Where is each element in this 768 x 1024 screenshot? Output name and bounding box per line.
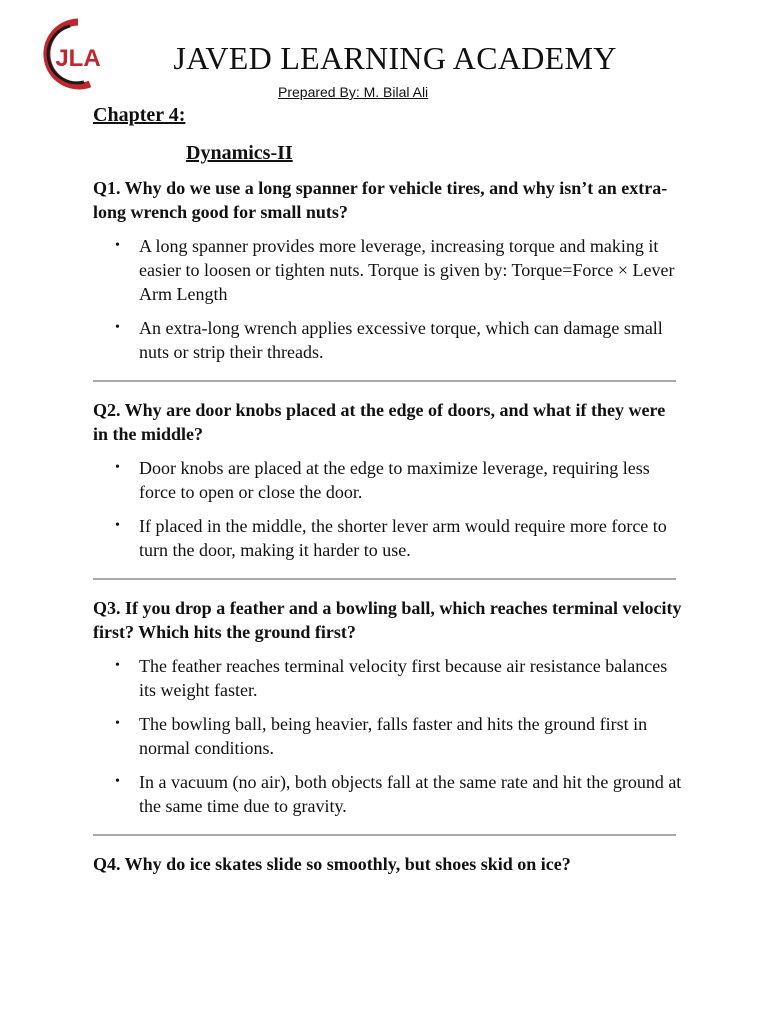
answer-item	[115, 514, 683, 562]
bullet-icon: •	[115, 658, 120, 673]
answer-item	[115, 316, 683, 364]
chapter-label: Chapter 4:	[93, 104, 186, 126]
section-divider	[93, 380, 676, 382]
answer-text: An extra-long wrench applies excessive torque, which can damage small nuts or strip their threads.	[139, 318, 663, 362]
answer-text: A long spanner provides more leverage, increasing torque and making it easier to loosen or tighten nuts. Torque is given by: Torque=Force × Lever Arm Length	[139, 236, 675, 304]
answer-text: In a vacuum (no air), both objects fall at the same rate and hit the ground at the same time due to gravity.	[139, 772, 682, 816]
logo-text: JLA	[55, 45, 101, 72]
bullet-icon: •	[115, 518, 120, 533]
section-divider	[93, 834, 676, 836]
page-title: JAVED LEARNING ACADEMY	[173, 40, 617, 76]
question-3: Q3. If you drop a feather and a bowling ball, which reaches terminal velocity first? Which hits the ground first?	[93, 598, 682, 642]
answer-list-3	[93, 654, 683, 818]
answer-text: If placed in the middle, the shorter lever arm would require more force to turn the door, making it harder to use.	[139, 516, 667, 560]
question-2: Q2. Why are door knobs placed at the edge of doors, and what if they were in the middle?	[93, 400, 666, 444]
answer-text: The feather reaches terminal velocity first because air resistance balances its weight faster.	[139, 656, 668, 700]
bullet-icon: •	[115, 238, 120, 253]
answer-list-1	[93, 234, 683, 364]
answer-text: Door knobs are placed at the edge to maximize leverage, requiring less force to open or close the door.	[139, 458, 650, 502]
answer-text: The bowling ball, being heavier, falls faster and hits the ground first in normal conditions.	[139, 714, 648, 758]
qa-block-1	[93, 176, 683, 364]
qa-block-3	[93, 596, 683, 818]
answer-item	[115, 234, 683, 306]
qa-block-4	[93, 852, 683, 876]
bullet-icon: •	[115, 320, 120, 335]
bullet-icon: •	[115, 460, 120, 475]
qa-block-2	[93, 398, 683, 562]
answer-list-2	[93, 456, 683, 562]
question-1: Q1. Why do we use a long spanner for vehicle tires, and why isn’t an extra-long wrench good for small nuts?	[93, 178, 668, 222]
section-divider	[93, 578, 676, 580]
answer-item	[115, 654, 683, 702]
prepared-by: Prepared By: M. Bilal Ali	[278, 84, 429, 100]
answer-item	[115, 456, 683, 504]
qa-content	[93, 176, 683, 886]
chapter-subtitle: Dynamics-II	[186, 142, 293, 164]
question-4: Q4. Why do ice skates slide so smoothly, but shoes skid on ice?	[93, 854, 571, 874]
answer-item	[115, 770, 683, 818]
bullet-icon: •	[115, 716, 120, 731]
answer-item	[115, 712, 683, 760]
bullet-icon: •	[115, 774, 120, 789]
